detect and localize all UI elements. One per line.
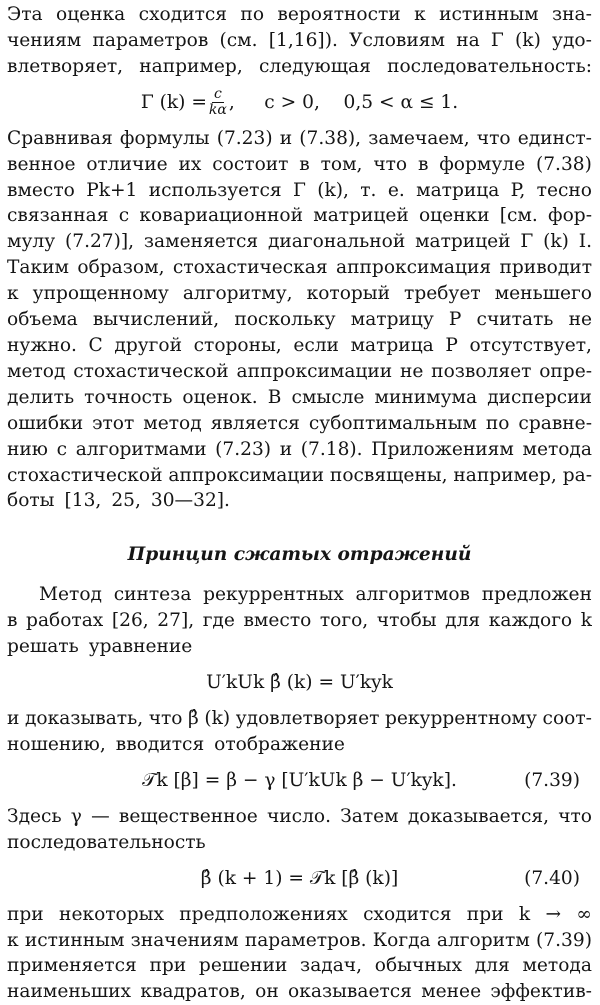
word: в [417, 153, 429, 175]
text-line [7, 229, 592, 255]
word: последовательность [7, 831, 206, 853]
word: (см. [219, 29, 258, 51]
text-line [7, 634, 592, 660]
word: → [545, 903, 562, 925]
word: соот- [542, 708, 592, 730]
word: аппроксимация [336, 257, 492, 279]
word: мулу [7, 231, 56, 253]
text-line [7, 411, 592, 437]
word: (7.18). [300, 438, 363, 460]
word: в [299, 153, 310, 175]
word: вместо [7, 179, 75, 201]
word: удовлетворяет [235, 708, 380, 730]
word: оказывается [288, 981, 412, 1003]
word: Γ [490, 29, 504, 51]
formula-fraction [209, 87, 227, 118]
word: параметров. [244, 929, 367, 951]
word: что [148, 708, 183, 730]
word: Здесь [7, 805, 62, 827]
word: упрощенному [32, 283, 169, 305]
word: Эта [7, 4, 43, 25]
word: что [558, 805, 592, 827]
word: (7.23) [215, 438, 272, 460]
word: P, [510, 179, 526, 201]
formula-normal-equation [7, 660, 592, 706]
word: делить [7, 386, 75, 408]
word: при [149, 955, 187, 977]
word: предположениях [179, 903, 348, 925]
word: зна- [552, 4, 592, 25]
word: обычных [374, 955, 462, 977]
word: [26, [111, 610, 149, 632]
word: метод [7, 360, 66, 382]
word: ковариационной [139, 205, 304, 227]
text-line [7, 126, 592, 152]
word: ра- [562, 464, 592, 486]
text-line [7, 281, 592, 307]
word: для [445, 610, 481, 632]
word: что [373, 153, 408, 175]
text-line [7, 732, 592, 758]
word: Когда [372, 929, 431, 951]
paragraph-convergence [7, 2, 592, 80]
word: Γ [292, 179, 306, 201]
word: нужно. [7, 334, 77, 356]
text-line [7, 979, 592, 1005]
word: боты [7, 490, 55, 512]
word: и [279, 127, 293, 149]
text-line [7, 152, 592, 178]
word: метода [522, 438, 592, 460]
section-heading: Принцип сжатых отражений [127, 544, 472, 566]
word: вычислений, [92, 309, 220, 331]
word: на [456, 29, 480, 51]
word: влетворяет, [7, 55, 124, 77]
word: вероятности [277, 4, 401, 25]
word: (k) [515, 29, 541, 51]
word: отсутствует, [469, 334, 592, 356]
word: он [255, 981, 279, 1003]
word: по [485, 412, 510, 434]
word: Pk+1 [86, 179, 138, 201]
word: субоптимальным [308, 412, 477, 434]
word: матрицей [313, 205, 409, 227]
word: объема [7, 309, 78, 331]
word: дисперсии [487, 386, 592, 408]
paragraph-comparison [7, 126, 592, 515]
word: вещественное [118, 805, 258, 827]
word: аппроксимации [168, 464, 325, 486]
word: замечаем, [368, 127, 470, 149]
word: Сравнивая [7, 127, 113, 149]
word: P [448, 309, 462, 331]
word: параметров [92, 29, 209, 51]
word: [1,16]). [268, 29, 338, 51]
text-line [7, 28, 592, 54]
word: требует [404, 283, 481, 305]
paragraph-conclusion [7, 902, 592, 1005]
word: сравне- [518, 412, 592, 434]
text-line [7, 488, 592, 514]
word: алгоритмами [75, 438, 207, 460]
word: состоит [212, 153, 289, 175]
word: стохастической [73, 360, 229, 382]
word: значениям [130, 929, 239, 951]
word: некоторых [59, 903, 164, 925]
text-line [7, 953, 592, 979]
word: с [118, 205, 130, 227]
text-line [7, 463, 592, 489]
text-line [7, 804, 592, 830]
word: чениям [7, 29, 82, 51]
word: [см. [499, 205, 538, 227]
text-line [7, 928, 592, 954]
text-line [7, 582, 592, 608]
word: оценка [56, 4, 126, 25]
word: аппроксимации [236, 360, 393, 382]
text-line [7, 178, 592, 204]
word: этот [92, 412, 135, 434]
word: заменяется [143, 231, 259, 253]
word: например, [453, 464, 557, 486]
word: посвящены, [329, 464, 448, 486]
word: того, [319, 610, 369, 632]
word: (k) [204, 708, 231, 730]
word: — [91, 805, 110, 827]
word: Условиям [349, 29, 445, 51]
word: не [568, 309, 592, 331]
formula-conditions: , c > 0, 0,5 < α ≤ 1. [228, 91, 459, 113]
word: Приложениям [371, 438, 514, 460]
word: к [7, 929, 19, 951]
word: стохастическая [172, 257, 328, 279]
text-line [7, 437, 592, 463]
text-line [7, 385, 592, 411]
word: меньшего [494, 283, 592, 305]
word: β̂ [188, 708, 199, 730]
word: доказывать, [24, 708, 144, 730]
word: их [178, 153, 202, 175]
text-line [7, 706, 592, 732]
word: точность [84, 386, 173, 408]
word: истинным [24, 929, 125, 951]
word: I. [578, 231, 592, 253]
word: решении [198, 955, 288, 977]
word: работах [26, 610, 104, 632]
word: матрица [350, 334, 434, 356]
word: смысле [291, 386, 365, 408]
text-line [7, 902, 592, 928]
word: алгоритм [436, 929, 530, 951]
word: эффектив- [490, 981, 592, 1003]
word: стороны, [193, 334, 282, 356]
fraction-numerator: c [213, 86, 222, 103]
text-line [7, 608, 592, 634]
word: P [445, 334, 458, 356]
word: при [466, 903, 504, 925]
word: т. [360, 179, 377, 201]
word: нию [7, 438, 48, 460]
word: (7.27)], [64, 231, 135, 253]
word: приводит [499, 257, 592, 279]
formula-text: 𝒯k [β] = β − γ [U′kUk β − U′kyk]. [142, 769, 457, 791]
text-line [7, 203, 592, 229]
word: следующая [258, 55, 371, 77]
word: В [267, 386, 282, 408]
word: стохастической [7, 464, 163, 486]
paragraph-mapping [7, 706, 592, 758]
formula-mapping [7, 758, 592, 804]
word: при [7, 903, 44, 925]
word: k [580, 610, 592, 632]
word: не [399, 360, 424, 382]
word: уравнение [88, 636, 193, 658]
word: синтеза [113, 584, 192, 606]
word: вместо [243, 610, 312, 632]
equation-number: (7.39) [524, 769, 580, 791]
word: [13, [64, 490, 102, 512]
word: где [202, 610, 235, 632]
text-line [7, 2, 592, 28]
word: тесно [536, 179, 592, 201]
word: используется [148, 179, 282, 201]
word: минимума [374, 386, 478, 408]
word: Γ [520, 231, 534, 253]
word: каждого [488, 610, 573, 632]
word: к [414, 4, 426, 25]
word: ошибки [7, 412, 84, 434]
word: 27], [157, 610, 195, 632]
word: квадратов, [140, 981, 246, 1003]
word: менее [421, 981, 482, 1003]
word: метод [143, 412, 202, 434]
word: решать [7, 636, 79, 658]
word: например, [139, 55, 243, 77]
paragraph-gamma [7, 804, 592, 856]
word: рекуррентных [203, 584, 344, 606]
word: формулы [119, 127, 210, 149]
text-line [7, 307, 592, 333]
formula-lhs: Γ (k) = [140, 91, 207, 113]
word: Затем [340, 805, 399, 827]
word: венное [7, 153, 76, 175]
word: фор- [548, 205, 592, 227]
equation-number: (7.40) [524, 867, 580, 889]
text-line [7, 333, 592, 359]
word: является [210, 412, 300, 434]
word: поскольку [234, 309, 336, 331]
formula-text: β̂ (k + 1) = 𝒯k [β̂ (k)] [200, 867, 399, 889]
word: который [306, 283, 390, 305]
word: опре- [539, 360, 592, 382]
word: к [7, 283, 19, 305]
word: если [293, 334, 339, 356]
word: алгоритму, [182, 283, 293, 305]
word: 25, [111, 490, 141, 512]
word: для [474, 955, 510, 977]
word: (k), [317, 179, 349, 201]
word: отображение [214, 733, 345, 755]
word: чтобы [376, 610, 437, 632]
word: сходится [363, 903, 452, 925]
word: (7.38), [299, 127, 362, 149]
word: истинным [439, 4, 539, 25]
word: ношению, [7, 733, 106, 755]
text-line [7, 54, 592, 80]
word: по [240, 4, 265, 25]
word: единст- [517, 127, 592, 149]
word: оценок. [182, 386, 258, 408]
word: связанная [7, 205, 109, 227]
word: оценки [418, 205, 490, 227]
word: применяется [7, 955, 137, 977]
word: е. [387, 179, 405, 201]
word: (7.39) [536, 929, 592, 951]
word: задач, [300, 955, 363, 977]
word: удо- [552, 29, 592, 51]
word: с [56, 438, 68, 460]
fraction-denominator: kα [208, 102, 227, 119]
word: матрицу [350, 309, 434, 331]
word: γ [70, 805, 82, 827]
word: и [279, 438, 293, 460]
text-line [7, 830, 592, 856]
word: С [88, 334, 103, 356]
word: Таким [7, 257, 69, 279]
text-line [7, 359, 592, 385]
word: образом, [77, 257, 165, 279]
word: в [7, 610, 18, 632]
word: формуле [439, 153, 526, 175]
text-line [7, 255, 592, 281]
word: (k) [543, 231, 569, 253]
word: позволяет [431, 360, 532, 382]
word: ∞ [576, 903, 592, 925]
word: том, [320, 153, 363, 175]
word: число. [266, 805, 331, 827]
word: вводится [115, 733, 205, 755]
formula-sequence [7, 856, 592, 902]
word: матрица [416, 179, 500, 201]
word: рекуррентному [385, 708, 537, 730]
word: метода [522, 955, 592, 977]
word: наименьших [7, 981, 132, 1003]
formula-gamma-sequence [7, 80, 592, 126]
word: (7.23) [216, 127, 273, 149]
word: другой [114, 334, 183, 356]
word: матрицей [415, 231, 511, 253]
word: диагональной [267, 231, 406, 253]
paragraph-method [7, 582, 592, 660]
word: и [7, 708, 20, 730]
word: последовательность: [387, 55, 592, 77]
word: Метод [39, 584, 102, 606]
word: доказывается, [407, 805, 549, 827]
formula-text: U′kUk β̂ (k) = U′kyk [206, 672, 393, 694]
word: алгоритмов [355, 584, 470, 606]
word: что [476, 127, 511, 149]
word: предложен [481, 584, 592, 606]
word: 30—32]. [150, 490, 230, 512]
word: считать [476, 309, 554, 331]
word: отличие [86, 153, 168, 175]
word: сходится [138, 4, 228, 25]
word: k [518, 903, 531, 925]
word: (7.38) [535, 153, 592, 175]
